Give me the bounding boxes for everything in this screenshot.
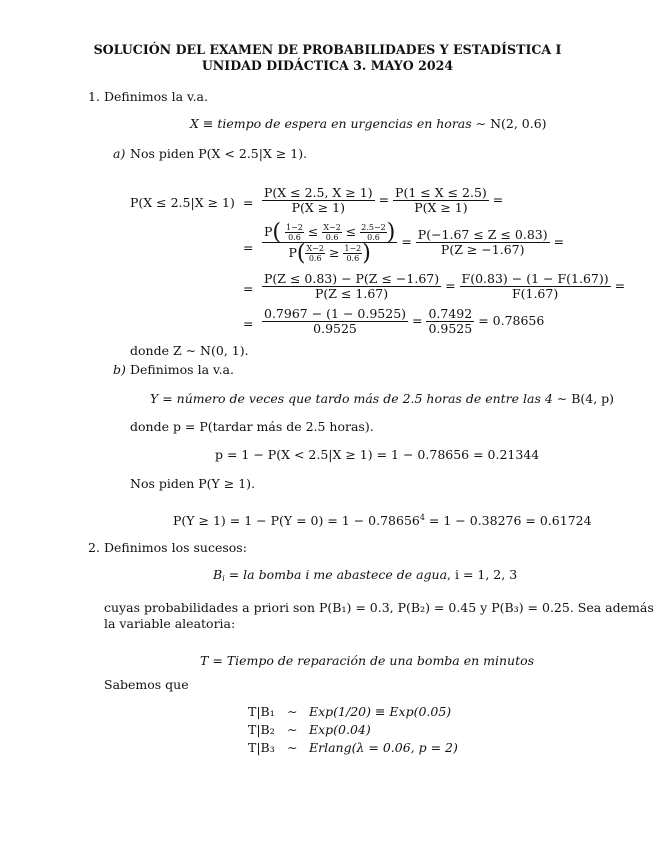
part-a-result: = 0.78656 [478, 313, 545, 328]
distribution-rhs-2: Exp(0.04) [309, 722, 371, 737]
fraction-standardized: P( $\frac{1-2}{0.6}$ ≤ $\frac{X-2}{0.6}$ ≤ $\frac{2.5-2}{0.6}$ ) P( $\frac{X-2}{0.6}$ ≥ $\frac{1-2}{0.6}$ ) [264, 220, 396, 266]
derivation-row-1: $\frac{P(X \le 2.5, X \ge 1)}{P(X \ge 1)}$ = $\frac{P(1 \le X \le 2.5)}{P(X \ge 1)}$ = [264, 185, 504, 215]
derivation-eq-3: = [243, 281, 254, 296]
document-title-line2: UNIDAD DIDÁCTICA 3. MAYO 2024 [201, 58, 454, 73]
y-equation: $P(Y \ge 1) = 1 - P(Y = 0) = 1 - 0.78656^4 = 1 - 0.38276 = 0.61724$ [173, 513, 592, 528]
fraction-numeric-simplified: $\frac{0.7492}{0.9525}$ [428, 306, 473, 336]
derivation-eq-1: = [243, 195, 254, 210]
part-b-intro: Definimos la v.a. [130, 362, 234, 377]
va-t-definition: T = Tiempo de reparación de una bomba en minutos [200, 653, 535, 668]
va-y-definition: Y = número de veces que tardo más de 2.5 horas de entre las 4 ∼ B(4, p) [150, 391, 615, 406]
distribution-rhs-1: Exp(1/20) ≡ Exp(0.05) [309, 704, 452, 719]
problem-2-number: 2. [88, 540, 100, 555]
part-b-donde: donde p = P(tardar más de 2.5 horas). [130, 419, 374, 434]
derivation-eq-4: = [243, 316, 254, 331]
events-definition: $B_i$ = la bomba i me abastece de agua, i = 1, 2, 3 [213, 567, 518, 583]
va-x-symbol: X [190, 116, 199, 131]
p-equation: p = 1 − P(X < 2.5|X ≥ 1) = 1 − 0.78656 = 0.21344 [215, 447, 540, 462]
distribution-lhs-2: T|B₂ [248, 722, 275, 737]
part-b-nos-piden: Nos piden P(Y ≥ 1). [130, 476, 256, 491]
part-a-statement: Nos piden P(X < 2.5|X ≥ 1). [130, 146, 308, 161]
distribution-rhs-3: Erlang(λ = 0.06, p = 2) [309, 740, 458, 755]
distribution-lhs-3: T|B₃ [248, 740, 275, 755]
prior-probabilities-line2: la variable aleatoria: [104, 616, 236, 631]
part-b-label: b) [113, 362, 126, 377]
sabemos-que: Sabemos que [104, 677, 189, 692]
fraction-numeric: $\frac{0.7967 - (1 - 0.9525)}{0.9525}$ [264, 306, 407, 336]
document-title-line1: SOLUCIÓN DEL EXAMEN DE PROBABILIDADES Y ESTADÍSTICA I [93, 42, 562, 57]
derivation-row-2: P( $\frac{1-2}{0.6}$ ≤ $\frac{X-2}{0.6}$ ≤ $\frac{2.5-2}{0.6}$ ) P( $\frac{X-2}{0.6}$ ≥ $\frac{1-2}{0.6}$ ) = $\frac{P(-1.67 \le Z \le 0.83)}{P(Z \ge -1.67)}$ = [264, 220, 565, 266]
distribution-sim-2: ∼ [287, 722, 298, 737]
fraction-interval: $\frac{P(1 \le X \le 2.5)}{P(X \ge 1)}$ [395, 185, 487, 215]
va-x-definition [190, 116, 547, 131]
fraction-z-difference: $\frac{P(Z \le 0.83) - P(Z \le -1.67)}{P(Z \le 1.67)}$ [264, 271, 440, 301]
prior-probabilities-line1: cuyas probabilidades a priori son P(B₁) = 0.3, P(B₂) = 0.45 y P(B₃) = 0.25. Sea además [104, 600, 654, 615]
distribution-lhs-1: T|B₁ [248, 704, 275, 719]
derivation-row-3: $\frac{P(Z \le 0.83) - P(Z \le -1.67)}{P(Z \le 1.67)}$ = $\frac{F(0.83) - (1 - F(1.67))}{F(1.67)}$ = [264, 271, 626, 301]
problem-1-number: 1. [88, 89, 100, 104]
fraction-conditional: $\frac{P(X \le 2.5, X \ge 1)}{P(X \ge 1)}$ [264, 185, 373, 215]
derivation-row-4: $\frac{0.7967 - (1 - 0.9525)}{0.9525}$ = $\frac{0.7492}{0.9525}$ = 0.78656 [264, 306, 545, 336]
va-x-description: ≡ tiempo de espera en urgencias en horas [198, 116, 472, 131]
part-a-donde: donde Z ∼ N(0, 1). [130, 343, 249, 358]
distribution-sim-1: ∼ [287, 704, 298, 719]
part-a-label: a) [113, 146, 126, 161]
va-x-distribution: ∼ N(2, 0.6) [471, 116, 547, 131]
fraction-z-interval: $\frac{P(-1.67 \le Z \le 0.83)}{P(Z \ge -1.67)}$ [417, 227, 548, 257]
derivation-lhs: P(X ≤ 2.5|X ≥ 1) [130, 195, 235, 210]
problem-2-intro: Definimos los sucesos: [104, 540, 247, 555]
distribution-sim-3: ∼ [287, 740, 298, 755]
derivation-eq-2: = [243, 240, 254, 255]
problem-1-intro: Definimos la v.a. [104, 89, 208, 104]
fraction-cdf: $\frac{F(0.83) - (1 - F(1.67))}{F(1.67)}$ [461, 271, 609, 301]
